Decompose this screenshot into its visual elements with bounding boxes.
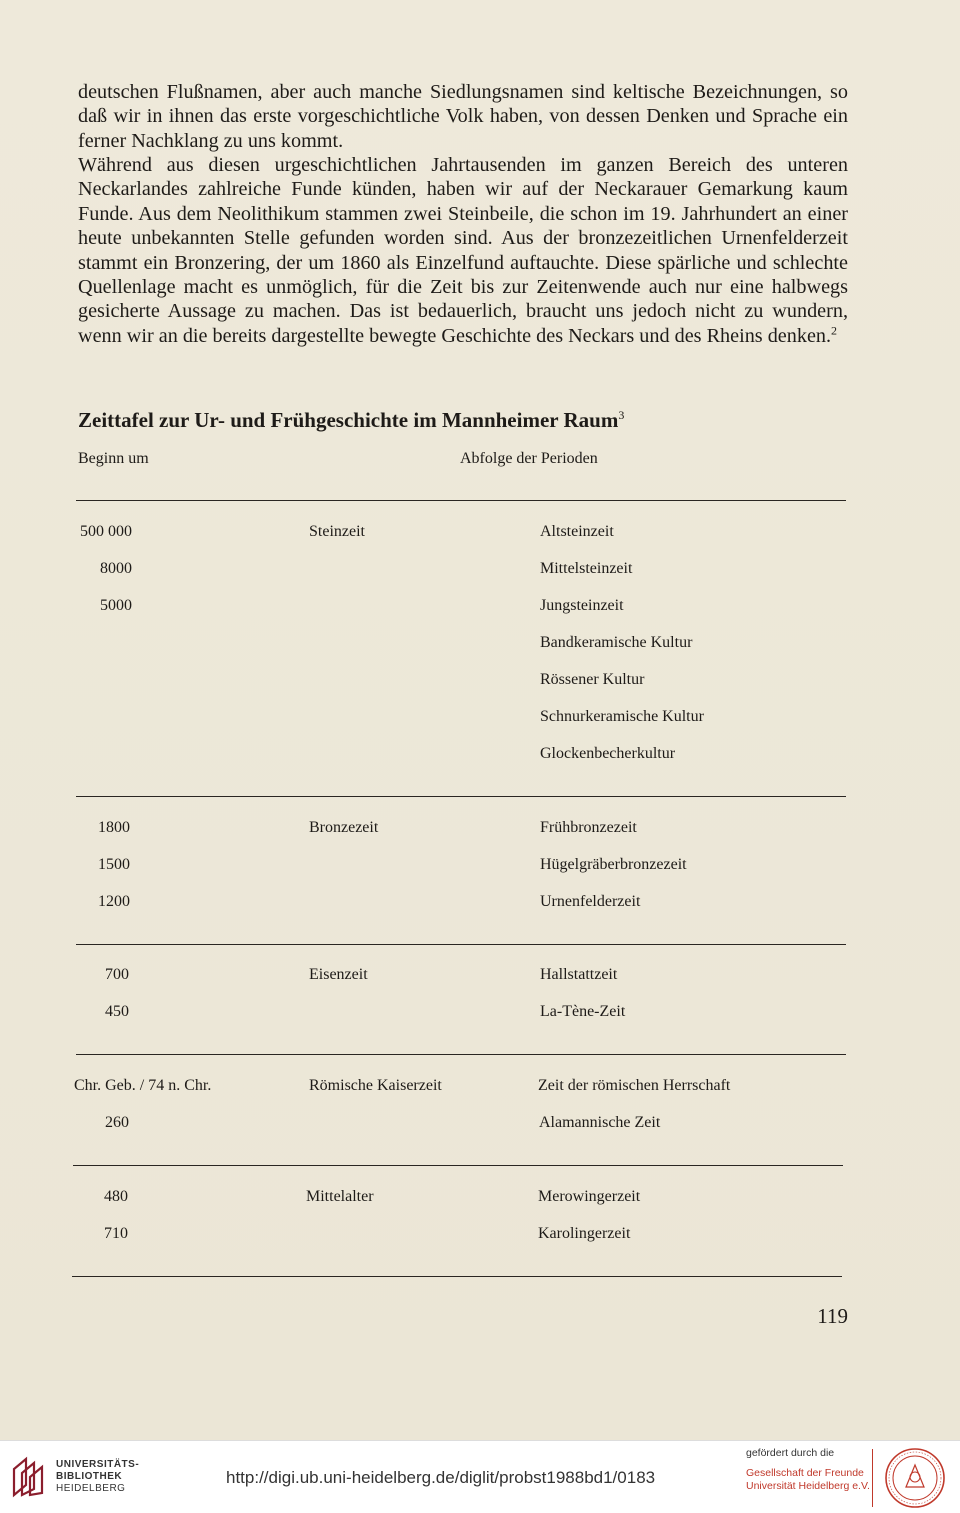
table-cell-beginn: 450 bbox=[105, 1003, 129, 1020]
table-cell-beginn: 260 bbox=[105, 1114, 129, 1131]
table-cell-period: Zeit der römischen Herrschaft bbox=[538, 1077, 731, 1094]
table-cell-epoch: Römische Kaiserzeit bbox=[309, 1077, 442, 1094]
table-cell-period: Bandkeramische Kultur bbox=[540, 634, 693, 651]
footer-bar bbox=[0, 1440, 960, 1513]
sponsor-label: gefördert durch die bbox=[746, 1447, 835, 1459]
footnote-ref-3: 3 bbox=[618, 408, 625, 422]
column-header-abfolge: Abfolge der Perioden bbox=[460, 450, 598, 467]
table-cell-epoch: Bronzezeit bbox=[309, 819, 379, 836]
table-cell-period: Urnenfelderzeit bbox=[540, 893, 641, 910]
paragraph-1: deutschen Flußnamen, aber auch manche Siedlungsnamen sind keltische Bezeichnungen, so daß wir in ihnen das erste vorgeschichtliche Volk haben, von dessen Denken und Sprache ein ferner Nachklang zu uns kommt. bbox=[78, 81, 848, 152]
table-cell-period: Hallstattzeit bbox=[540, 966, 618, 983]
library-name bbox=[56, 1459, 139, 1495]
table-divider bbox=[76, 944, 846, 945]
table-cell-beginn: 480 bbox=[104, 1188, 128, 1205]
table-title bbox=[78, 408, 624, 433]
page-number: 119 bbox=[817, 1304, 848, 1328]
table-cell-epoch: Mittelalter bbox=[306, 1188, 374, 1205]
paragraph-2 bbox=[78, 153, 848, 348]
table-title-text: Zeittafel zur Ur- und Frühgeschichte im Mannheimer Raum bbox=[78, 408, 619, 432]
university-seal-icon bbox=[884, 1447, 946, 1509]
table-cell-epoch: Eisenzeit bbox=[309, 966, 368, 983]
table-cell-period: Jungsteinzeit bbox=[540, 597, 624, 614]
paragraph-2-text: Während aus diesen urgeschichtlichen Jahrtausenden im ganzen Bereich des unteren Neckarlandes zahlreiche Funde künden, haben wir auf der Neckarauer Gemarkung kaum Funde. Aus dem Neolithikum stammen zwei Steinbeile, die schon im 19. Jahrhundert an einer heute unbekannten Stelle gefunden worden sind. Aus der bronzezeitlichen Urnenfelderzeit stammt ein Bronzering, der um 1860 als Einzelfund auftauchte. Diese spärliche und schlechte Quellenlage macht es unmöglich, für die Zeit bis zur Zeitenwende auch nur eine halbwegs gesicherte Aussage zu machen. Das ist bedauerlich, braucht uns jedoch nicht zu wundern, wenn wir an die bereits dargestellte bewegte Geschichte des Neckars und des Rheins denken. bbox=[78, 154, 848, 347]
library-name-line1: UNIVERSITÄTS- bbox=[56, 1459, 140, 1470]
society-name-line1: Gesellschaft der Freunde bbox=[746, 1467, 864, 1479]
footer-divider bbox=[872, 1449, 873, 1507]
table-cell-beginn: 1200 bbox=[98, 893, 130, 910]
table-cell-period: Frühbronzezeit bbox=[540, 819, 637, 836]
table-cell-period: Rössener Kultur bbox=[540, 671, 645, 688]
society-name bbox=[746, 1467, 870, 1493]
table-cell-beginn: 5000 bbox=[100, 597, 132, 614]
table-cell-period: La-Tène-Zeit bbox=[540, 1003, 626, 1020]
table-cell-beginn: 710 bbox=[104, 1225, 128, 1242]
table-cell-beginn: 500 000 bbox=[80, 523, 132, 540]
table-divider bbox=[76, 500, 846, 501]
table-cell-beginn: 1800 bbox=[98, 819, 130, 836]
table-cell-period: Karolingerzeit bbox=[538, 1225, 631, 1242]
table-cell-period: Mittelsteinzeit bbox=[540, 560, 633, 577]
table-cell-period: Hügelgräberbronzezeit bbox=[540, 856, 687, 873]
table-cell-beginn: Chr. Geb. / 74 n. Chr. bbox=[74, 1077, 212, 1094]
table-cell-period: Schnurkeramische Kultur bbox=[540, 708, 704, 725]
table-divider bbox=[73, 1165, 843, 1166]
table-cell-period: Altsteinzeit bbox=[540, 523, 614, 540]
table-cell-period: Glockenbecherkultur bbox=[540, 745, 676, 762]
table-divider bbox=[76, 796, 846, 797]
table-cell-period: Alamannische Zeit bbox=[539, 1114, 661, 1131]
university-library-logo-icon bbox=[10, 1455, 50, 1499]
society-name-line2: Universität Heidelberg e.V. bbox=[746, 1480, 870, 1492]
table-cell-period: Merowingerzeit bbox=[538, 1188, 641, 1205]
table-cell-beginn: 1500 bbox=[98, 856, 130, 873]
table-divider bbox=[76, 1054, 846, 1055]
footnote-ref-2: 2 bbox=[831, 323, 838, 338]
table-cell-beginn: 700 bbox=[105, 966, 129, 983]
library-name-line2: BIBLIOTHEK bbox=[56, 1471, 123, 1482]
library-name-line3: HEIDELBERG bbox=[56, 1483, 126, 1494]
table-divider bbox=[72, 1276, 842, 1277]
permalink-url[interactable]: http://digi.ub.uni-heidelberg.de/diglit/probst1988bd1/0183 bbox=[226, 1468, 656, 1487]
column-header-beginn: Beginn um bbox=[78, 450, 149, 467]
table-cell-beginn: 8000 bbox=[100, 560, 132, 577]
table-cell-epoch: Steinzeit bbox=[309, 523, 365, 540]
